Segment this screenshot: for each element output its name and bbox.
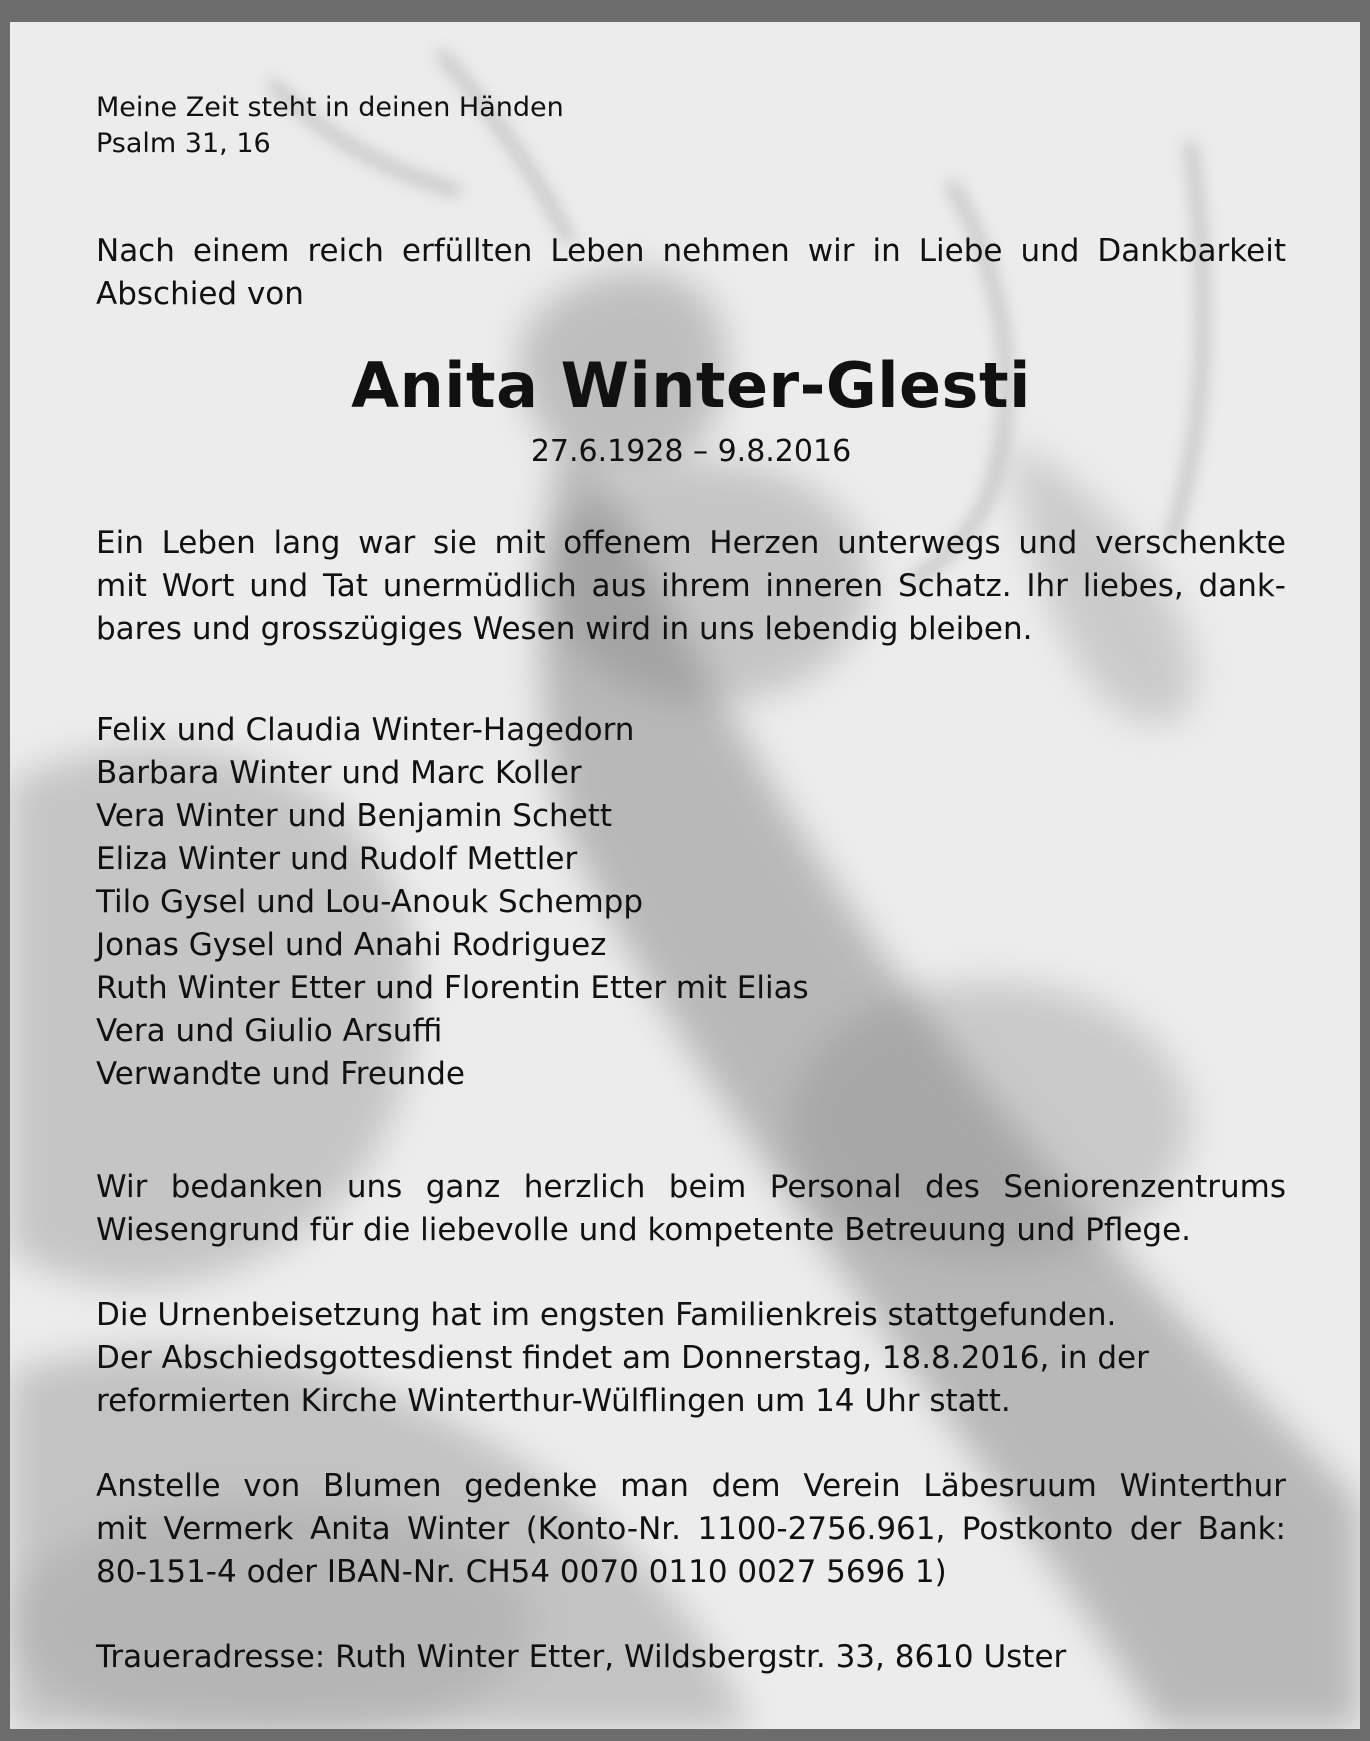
burial-paragraph: [96, 1294, 1286, 1423]
quote-text: Meine Zeit steht in deinen Händen: [96, 92, 564, 123]
intro-paragraph: [96, 230, 1286, 316]
mourners-list: [96, 709, 1286, 1096]
mourner-item: Felix und Claudia Winter-Hagedorn: [96, 712, 635, 748]
intro-line: Abschied von: [96, 276, 304, 312]
thanks-line: Wir bedanken uns ganz herzlich beim Personal des Seniorenzentrums: [96, 1169, 1286, 1205]
mourner-item: Eliza Winter und Rudolf Mettler: [96, 841, 578, 877]
thanks-paragraph: [96, 1166, 1286, 1252]
mourner-item: Ruth Winter Etter und Florentin Etter mit Elias: [96, 970, 809, 1006]
mourner-item: Barbara Winter und Marc Koller: [96, 755, 582, 791]
donation-line: mit Vermerk Anita Winter (Konto-Nr. 1100-2756.961, Postkonto der Bank:: [96, 1511, 1286, 1547]
burial-line: reformierten Kirche Winterthur-Wülflingen um 14 Uhr statt.: [96, 1383, 1011, 1419]
burial-line: Der Abschiedsgottesdienst findet am Donnerstag, 18.8.2016, in der: [96, 1340, 1149, 1376]
tribute-paragraph: [96, 522, 1286, 651]
mourning-address: [96, 1636, 1286, 1679]
quote-reference: Psalm 31, 16: [96, 128, 271, 159]
intro-line: Nach einem reich erfüllten Leben nehmen wir in Liebe und Dankbarkeit: [96, 233, 1286, 269]
tribute-line: mit Wort und Tat unermüdlich aus ihrem inneren Schatz. Ihr liebes, dank-: [96, 568, 1286, 604]
obituary-text: [96, 90, 1286, 1679]
tribute-line: Ein Leben lang war sie mit offenem Herzen unterwegs und verschenkte: [96, 525, 1286, 561]
thanks-line: Wiesengrund für die liebevolle und kompetente Betreuung und Pflege.: [96, 1212, 1192, 1248]
mourner-item: Tilo Gysel und Lou-Anouk Schempp: [96, 884, 644, 920]
tribute-line: bares und grosszügiges Wesen wird in uns lebendig bleiben.: [96, 611, 1033, 647]
burial-line: Die Urnenbeisetzung hat im engsten Familienkreis stattgefunden.: [96, 1297, 1117, 1333]
mourner-item: Jonas Gysel und Anahi Rodriguez: [96, 927, 607, 963]
bible-quote: [96, 90, 1286, 162]
life-dates: 27.6.1928 – 9.8.2016: [530, 434, 852, 469]
donation-line: Anstelle von Blumen gedenke man dem Verein Läbesruum Winterthur: [96, 1468, 1286, 1504]
mourner-item: Vera Winter und Benjamin Schett: [96, 798, 613, 834]
donation-line: 80-151-4 oder IBAN-Nr. CH54 0070 0110 0027 5696 1): [96, 1554, 947, 1590]
mourner-item: Vera und Giulio Arsuffi: [96, 1013, 443, 1049]
donation-paragraph: [96, 1465, 1286, 1594]
mourner-item: Verwandte und Freunde: [96, 1056, 465, 1092]
deceased-name: Anita Winter-Glesti: [351, 349, 1031, 422]
address-line: Traueradresse: Ruth Winter Etter, Wildsbergstr. 33, 8610 Uster: [96, 1639, 1067, 1675]
obituary-page: [10, 22, 1360, 1729]
